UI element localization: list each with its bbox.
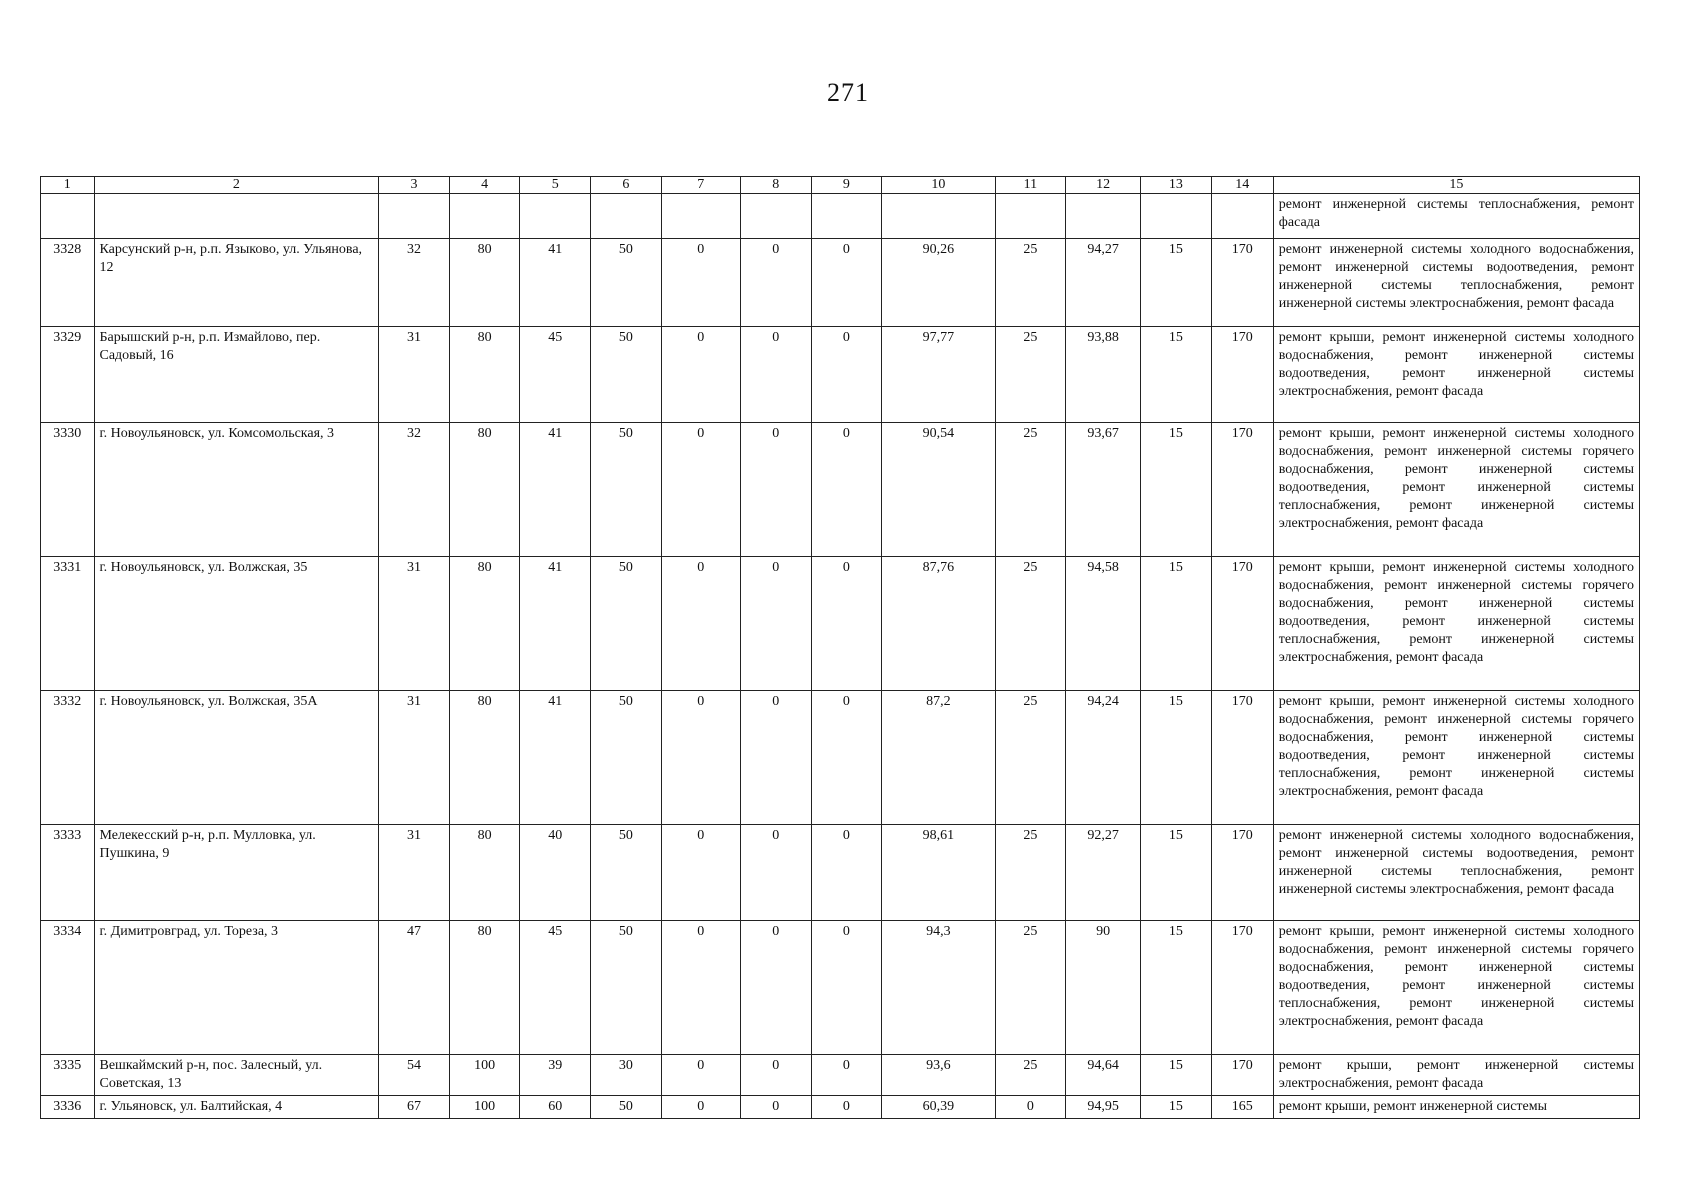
column-header: 2 [94, 177, 379, 194]
works-cell: ремонт инженерной системы холодного водоснабжения, ремонт инженерной системы водоотведения, ремонт инженерной системы теплоснабжения, ремонт инженерной системы электроснабжения, ремонт фасада [1273, 825, 1639, 921]
cell: 100 [449, 1096, 520, 1119]
cell: 25 [995, 557, 1066, 691]
cell: 0 [661, 921, 740, 1055]
address-cell: г. Новоульяновск, ул. Волжская, 35 [94, 557, 379, 691]
cell: 80 [449, 557, 520, 691]
cell: 39 [520, 1055, 591, 1096]
column-header: 14 [1211, 177, 1273, 194]
cell: 94,3 [882, 921, 995, 1055]
cell: 0 [740, 557, 811, 691]
table-row [41, 239, 1640, 327]
cell: 0 [661, 423, 740, 557]
cell: 25 [995, 1055, 1066, 1096]
cell: 97,77 [882, 327, 995, 423]
column-header: 15 [1273, 177, 1639, 194]
cell: 100 [449, 1055, 520, 1096]
cell: 170 [1211, 1055, 1273, 1096]
column-header: 10 [882, 177, 995, 194]
cell: 0 [661, 239, 740, 327]
cell: 50 [591, 239, 662, 327]
table-row [41, 691, 1640, 825]
cell: 0 [740, 1096, 811, 1119]
cell: 0 [740, 825, 811, 921]
table-row [41, 327, 1640, 423]
cell: 0 [661, 1055, 740, 1096]
row-id: 3335 [41, 1055, 95, 1096]
cell: 80 [449, 921, 520, 1055]
cell: 87,2 [882, 691, 995, 825]
cell: 93,67 [1066, 423, 1141, 557]
cell: 31 [379, 825, 450, 921]
cell: 25 [995, 825, 1066, 921]
cell: 40 [520, 825, 591, 921]
cell: 60 [520, 1096, 591, 1119]
cell: 50 [591, 557, 662, 691]
cell: 0 [811, 557, 882, 691]
cell: 90,54 [882, 423, 995, 557]
row-id: 3336 [41, 1096, 95, 1119]
cell: 0 [661, 691, 740, 825]
works-cell: ремонт крыши, ремонт инженерной системы холодного водоснабжения, ремонт инженерной системы водоотведения, ремонт инженерной системы электроснабжения, ремонт фасада [1273, 327, 1639, 423]
column-header: 9 [811, 177, 882, 194]
cell: 25 [995, 423, 1066, 557]
cell: 0 [740, 1055, 811, 1096]
cell: 87,76 [882, 557, 995, 691]
cell: 170 [1211, 557, 1273, 691]
column-header: 7 [661, 177, 740, 194]
row-id: 3331 [41, 557, 95, 691]
cell: 60,39 [882, 1096, 995, 1119]
cell: 165 [1211, 1096, 1273, 1119]
row-id: 3334 [41, 921, 95, 1055]
cell: 0 [740, 921, 811, 1055]
cell: 15 [1141, 1055, 1212, 1096]
cell: 50 [591, 327, 662, 423]
cell: 0 [811, 1096, 882, 1119]
cell: 94,27 [1066, 239, 1141, 327]
cell: 15 [1141, 1096, 1212, 1119]
cell: 0 [811, 825, 882, 921]
address-cell: г. Новоульяновск, ул. Волжская, 35А [94, 691, 379, 825]
cell: 0 [811, 423, 882, 557]
cell: 15 [1141, 825, 1212, 921]
cell: 170 [1211, 423, 1273, 557]
cell: 94,24 [1066, 691, 1141, 825]
cell: 41 [520, 423, 591, 557]
column-header: 6 [591, 177, 662, 194]
cell: 0 [995, 1096, 1066, 1119]
cell: 32 [379, 239, 450, 327]
works-cell: ремонт инженерной системы холодного водоснабжения, ремонт инженерной системы водоотведения, ремонт инженерной системы теплоснабжения, ремонт инженерной системы электроснабжения, ремонт фасада [1273, 239, 1639, 327]
cell: 80 [449, 327, 520, 423]
cell: 15 [1141, 239, 1212, 327]
cell: 80 [449, 239, 520, 327]
table-row [41, 1096, 1640, 1119]
cell: 15 [1141, 327, 1212, 423]
cell: 31 [379, 557, 450, 691]
cell: 98,61 [882, 825, 995, 921]
cell: 94,95 [1066, 1096, 1141, 1119]
row-id: 3328 [41, 239, 95, 327]
cell: 67 [379, 1096, 450, 1119]
address-cell: г. Димитровград, ул. Тореза, 3 [94, 921, 379, 1055]
column-header: 11 [995, 177, 1066, 194]
table-row-continuation [41, 194, 1640, 239]
column-header: 5 [520, 177, 591, 194]
table-row [41, 921, 1640, 1055]
cell: 170 [1211, 691, 1273, 825]
cell: 50 [591, 691, 662, 825]
cell: 30 [591, 1055, 662, 1096]
cell: 80 [449, 825, 520, 921]
cell: 170 [1211, 921, 1273, 1055]
cell: 0 [661, 1096, 740, 1119]
table-row [41, 557, 1640, 691]
cell: 170 [1211, 239, 1273, 327]
cell: 0 [740, 691, 811, 825]
address-cell: г. Новоульяновск, ул. Комсомольская, 3 [94, 423, 379, 557]
cell: 15 [1141, 691, 1212, 825]
works-cell: ремонт крыши, ремонт инженерной системы холодного водоснабжения, ремонт инженерной системы горячего водоснабжения, ремонт инженерной системы водоотведения, ремонт инженерной системы теплоснабжения, ремонт инженерной системы электроснабжения, ремонт фасада [1273, 423, 1639, 557]
works-cell: ремонт крыши, ремонт инженерной системы [1273, 1096, 1639, 1119]
works-cell: ремонт крыши, ремонт инженерной системы электроснабжения, ремонт фасада [1273, 1055, 1639, 1096]
cell: 50 [591, 825, 662, 921]
cell: 15 [1141, 921, 1212, 1055]
cell: 25 [995, 691, 1066, 825]
cell: 0 [811, 327, 882, 423]
table-row [41, 423, 1640, 557]
column-header: 4 [449, 177, 520, 194]
address-cell: Барышский р-н, р.п. Измайлово, пер. Садовый, 16 [94, 327, 379, 423]
column-header: 8 [740, 177, 811, 194]
column-header: 1 [41, 177, 95, 194]
works-cell: ремонт инженерной системы теплоснабжения, ремонт фасада [1273, 194, 1639, 239]
cell: 45 [520, 921, 591, 1055]
cell: 41 [520, 239, 591, 327]
cell: 0 [740, 239, 811, 327]
address-cell: г. Ульяновск, ул. Балтийская, 4 [94, 1096, 379, 1119]
column-header: 12 [1066, 177, 1141, 194]
cell: 31 [379, 691, 450, 825]
cell: 41 [520, 557, 591, 691]
table-row [41, 825, 1640, 921]
cell: 50 [591, 1096, 662, 1119]
cell: 0 [661, 557, 740, 691]
cell: 80 [449, 691, 520, 825]
works-cell: ремонт крыши, ремонт инженерной системы холодного водоснабжения, ремонт инженерной системы горячего водоснабжения, ремонт инженерной системы водоотведения, ремонт инженерной системы теплоснабжения, ремонт инженерной системы электроснабжения, ремонт фасада [1273, 921, 1639, 1055]
cell: 25 [995, 921, 1066, 1055]
cell: 15 [1141, 423, 1212, 557]
cell: 15 [1141, 557, 1212, 691]
page-number: 271 [827, 78, 869, 107]
cell: 0 [811, 1055, 882, 1096]
column-header: 3 [379, 177, 450, 194]
works-cell: ремонт крыши, ремонт инженерной системы холодного водоснабжения, ремонт инженерной системы горячего водоснабжения, ремонт инженерной системы водоотведения, ремонт инженерной системы теплоснабжения, ремонт инженерной системы электроснабжения, ремонт фасада [1273, 557, 1639, 691]
row-id: 3330 [41, 423, 95, 557]
address-cell: Мелекесский р-н, р.п. Мулловка, ул. Пушкина, 9 [94, 825, 379, 921]
cell: 80 [449, 423, 520, 557]
cell: 0 [740, 423, 811, 557]
cell: 25 [995, 239, 1066, 327]
cell: 170 [1211, 825, 1273, 921]
works-cell: ремонт крыши, ремонт инженерной системы холодного водоснабжения, ремонт инженерной системы горячего водоснабжения, ремонт инженерной системы водоотведения, ремонт инженерной системы теплоснабжения, ремонт инженерной системы электроснабжения, ремонт фасада [1273, 691, 1639, 825]
cell: 0 [740, 327, 811, 423]
cell: 45 [520, 327, 591, 423]
cell: 25 [995, 327, 1066, 423]
column-number-row [41, 177, 1640, 194]
cell: 0 [811, 239, 882, 327]
cell: 0 [811, 921, 882, 1055]
cell: 90,26 [882, 239, 995, 327]
address-cell: Карсунский р-н, р.п. Языково, ул. Ульянова, 12 [94, 239, 379, 327]
cell: 93,6 [882, 1055, 995, 1096]
housing-repair-table [40, 176, 1640, 1119]
cell: 0 [661, 327, 740, 423]
row-id: 3333 [41, 825, 95, 921]
cell: 0 [811, 691, 882, 825]
address-cell: Вешкаймский р-н, пос. Залесный, ул. Советская, 13 [94, 1055, 379, 1096]
cell: 50 [591, 423, 662, 557]
cell: 93,88 [1066, 327, 1141, 423]
cell: 170 [1211, 327, 1273, 423]
cell: 92,27 [1066, 825, 1141, 921]
row-id: 3329 [41, 327, 95, 423]
cell: 94,58 [1066, 557, 1141, 691]
cell: 50 [591, 921, 662, 1055]
cell: 90 [1066, 921, 1141, 1055]
table-row [41, 1055, 1640, 1096]
column-header: 13 [1141, 177, 1212, 194]
row-id: 3332 [41, 691, 95, 825]
cell: 41 [520, 691, 591, 825]
cell: 94,64 [1066, 1055, 1141, 1096]
cell: 54 [379, 1055, 450, 1096]
cell: 32 [379, 423, 450, 557]
cell: 0 [661, 825, 740, 921]
cell: 47 [379, 921, 450, 1055]
cell: 31 [379, 327, 450, 423]
